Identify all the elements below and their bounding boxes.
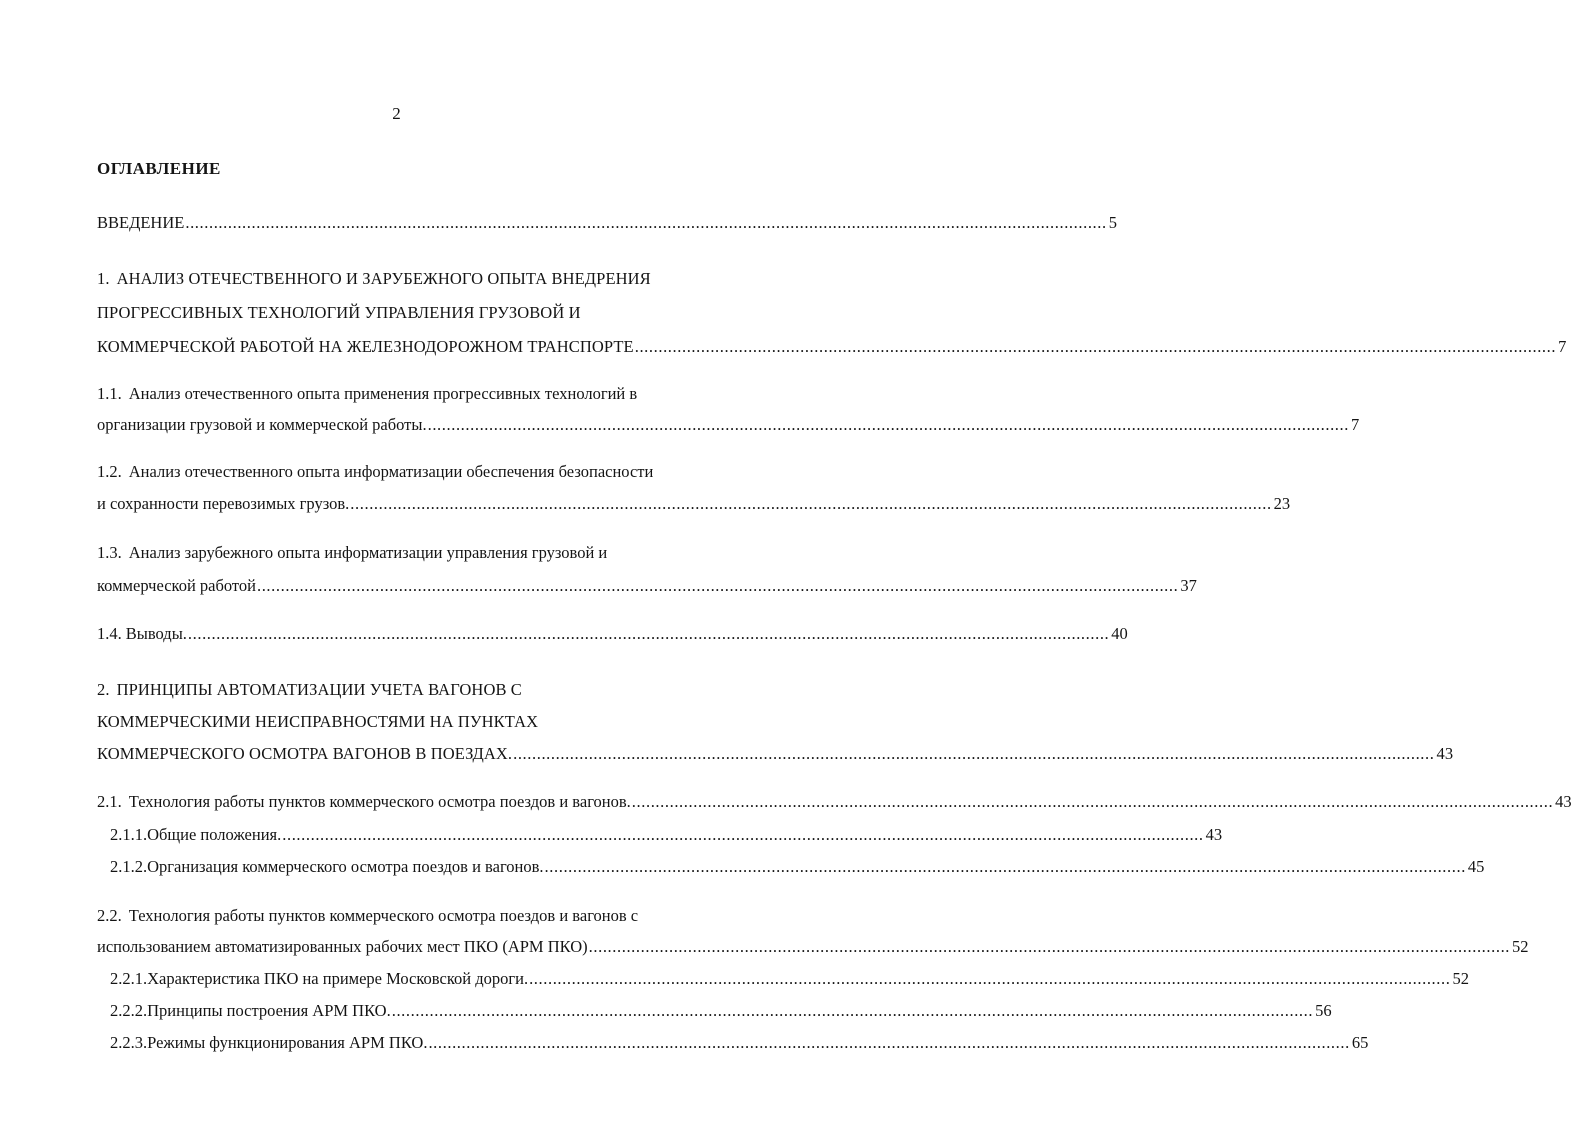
toc-chapter-number: 1. <box>97 269 110 288</box>
toc-leader <box>257 575 1178 597</box>
toc-leader <box>545 856 1466 878</box>
toc-title: ОГЛАВЛЕНИЕ <box>97 159 221 178</box>
toc-entry-text: Организация коммерческого осмотра поездов и вагонов. <box>147 857 544 876</box>
toc-section-1-4[interactable] <box>97 623 1128 645</box>
toc-section-1-2-line-2[interactable] <box>97 493 1291 515</box>
toc-section-1-3-line-1[interactable] <box>97 542 732 564</box>
toc-subsection-2-1-2[interactable] <box>110 856 1485 878</box>
toc-leader <box>282 824 1203 846</box>
toc-entry-text: ПРИНЦИПЫ АВТОМАТИЗАЦИИ УЧЕТА ВАГОНОВ С <box>116 680 522 699</box>
toc-entry-text: КОММЕРЧЕСКОЙ РАБОТОЙ НА ЖЕЛЕЗНОДОРОЖНОМ ТРАНСПОРТЕ <box>97 337 634 356</box>
toc-leader <box>350 493 1271 515</box>
toc-page-number: 5 <box>1108 213 1117 232</box>
toc-chapter-1-line-2[interactable] <box>97 302 732 324</box>
toc-section-1-1-line-2[interactable] <box>97 414 1360 436</box>
toc-page-number: 45 <box>1467 857 1485 876</box>
toc-leader <box>428 414 1349 436</box>
toc-entry-text: Выводы. <box>125 624 187 643</box>
toc-subsection-2-2-3[interactable] <box>110 1032 1369 1054</box>
toc-subsection-number: 2.1.1. <box>110 825 148 844</box>
toc-section-number: 2.1. <box>97 792 122 811</box>
toc-page-number: 65 <box>1351 1033 1369 1052</box>
toc-entry-text: Анализ отечественного опыта информатизации обеспечения безопасности <box>128 462 654 481</box>
toc-section-number: 1.2. <box>97 462 122 481</box>
toc-page-number: 7 <box>1558 337 1567 356</box>
toc-entry-intro[interactable] <box>97 212 1117 234</box>
toc-entry-text: ВВЕДЕНИЕ <box>97 213 185 232</box>
toc-entry-text: КОММЕРЧЕСКОГО ОСМОТРА ВАГОНОВ В ПОЕЗДАХ. <box>97 744 513 763</box>
toc-page-number: 52 <box>1512 937 1529 956</box>
toc-chapter-2-line-2[interactable] <box>97 711 732 733</box>
toc-page-number: 23 <box>1273 494 1291 513</box>
toc-section-1-1-line-1[interactable] <box>97 383 732 405</box>
toc-subsection-number: 2.1.2. <box>110 857 148 876</box>
toc-entry-text: коммерческой работой <box>97 576 256 595</box>
page-number: 2 <box>392 104 401 123</box>
toc-leader <box>635 336 1556 358</box>
toc-leader <box>185 212 1106 234</box>
toc-section-2-2-line-2[interactable] <box>97 936 1529 958</box>
toc-entry-text: ПРОГРЕССИВНЫХ ТЕХНОЛОГИЙ УПРАВЛЕНИЯ ГРУЗОВОЙ И <box>97 303 581 322</box>
toc-section-number: 1.3. <box>97 543 122 562</box>
toc-page-number: 43 <box>1205 825 1223 844</box>
toc-leader <box>529 968 1450 990</box>
toc-page-number: 52 <box>1452 969 1469 988</box>
toc-entry-text: организации грузовой и коммерческой работы. <box>97 415 427 434</box>
toc-entry-text: Технология работы пунктов коммерческого осмотра поездов и вагонов с <box>128 906 639 925</box>
toc-subsection-number: 2.2.2. <box>110 1001 148 1020</box>
toc-entry-text: Принципы построения АРМ ПКО. <box>147 1001 391 1020</box>
toc-entry-text: использованием автоматизированных рабочих мест ПКО (АРМ ПКО) <box>97 937 588 956</box>
toc-leader <box>188 623 1109 645</box>
toc-leader <box>632 791 1553 813</box>
toc-page-number: 56 <box>1315 1001 1332 1020</box>
toc-chapter-1-line-1[interactable] <box>97 268 732 290</box>
toc-section-number: 1.1. <box>97 384 122 403</box>
toc-leader <box>589 936 1510 958</box>
toc-section-number: 2.2. <box>97 906 122 925</box>
toc-leader <box>513 743 1434 765</box>
toc-section-2-2-line-1[interactable] <box>97 905 732 927</box>
toc-chapter-2-line-3[interactable] <box>97 743 1454 765</box>
toc-page-number: 43 <box>1555 792 1572 811</box>
toc-subsection-number: 2.2.3. <box>110 1033 148 1052</box>
toc-leader <box>392 1000 1313 1022</box>
toc-page-number: 7 <box>1350 415 1360 434</box>
toc-entry-text: и сохранности перевозимых грузов. <box>97 494 350 513</box>
toc-subsection-number: 2.2.1. <box>110 969 148 988</box>
toc-entry-text: Анализ зарубежного опыта информатизации управления грузовой и <box>128 543 608 562</box>
toc-entry-text: Режимы функционирования АРМ ПКО. <box>147 1033 428 1052</box>
toc-subsection-2-2-2[interactable] <box>110 1000 1332 1022</box>
toc-chapter-number: 2. <box>97 680 110 699</box>
toc-subsection-2-2-1[interactable] <box>110 968 1469 990</box>
toc-chapter-2-line-1[interactable] <box>97 679 732 701</box>
toc-entry-text: КОММЕРЧЕСКИМИ НЕИСПРАВНОСТЯМИ НА ПУНКТАХ <box>97 712 539 731</box>
toc-subsection-2-1-1[interactable] <box>110 824 1223 846</box>
toc-chapter-1-line-3[interactable] <box>97 336 1567 358</box>
toc-section-number: 1.4. <box>97 624 122 643</box>
toc-leader <box>428 1032 1349 1054</box>
toc-section-1-3-line-2[interactable] <box>97 575 1197 597</box>
toc-entry-text: Технология работы пунктов коммерческого осмотра поездов и вагонов. <box>128 792 631 811</box>
toc-page-number: 43 <box>1436 744 1454 763</box>
toc-entry-text: АНАЛИЗ ОТЕЧЕСТВЕННОГО И ЗАРУБЕЖНОГО ОПЫТА ВНЕДРЕНИЯ <box>116 269 651 288</box>
toc-entry-text: Общие положения. <box>147 825 282 844</box>
toc-section-1-2-line-1[interactable] <box>97 461 732 483</box>
toc-entry-text: Анализ отечественного опыта применения прогрессивных технологий в <box>128 384 638 403</box>
toc-page-number: 40 <box>1111 624 1128 643</box>
toc-section-2-1[interactable] <box>97 791 1572 813</box>
toc-page-number: 37 <box>1180 576 1197 595</box>
toc-entry-text: Характеристика ПКО на примере Московской дороги. <box>147 969 529 988</box>
